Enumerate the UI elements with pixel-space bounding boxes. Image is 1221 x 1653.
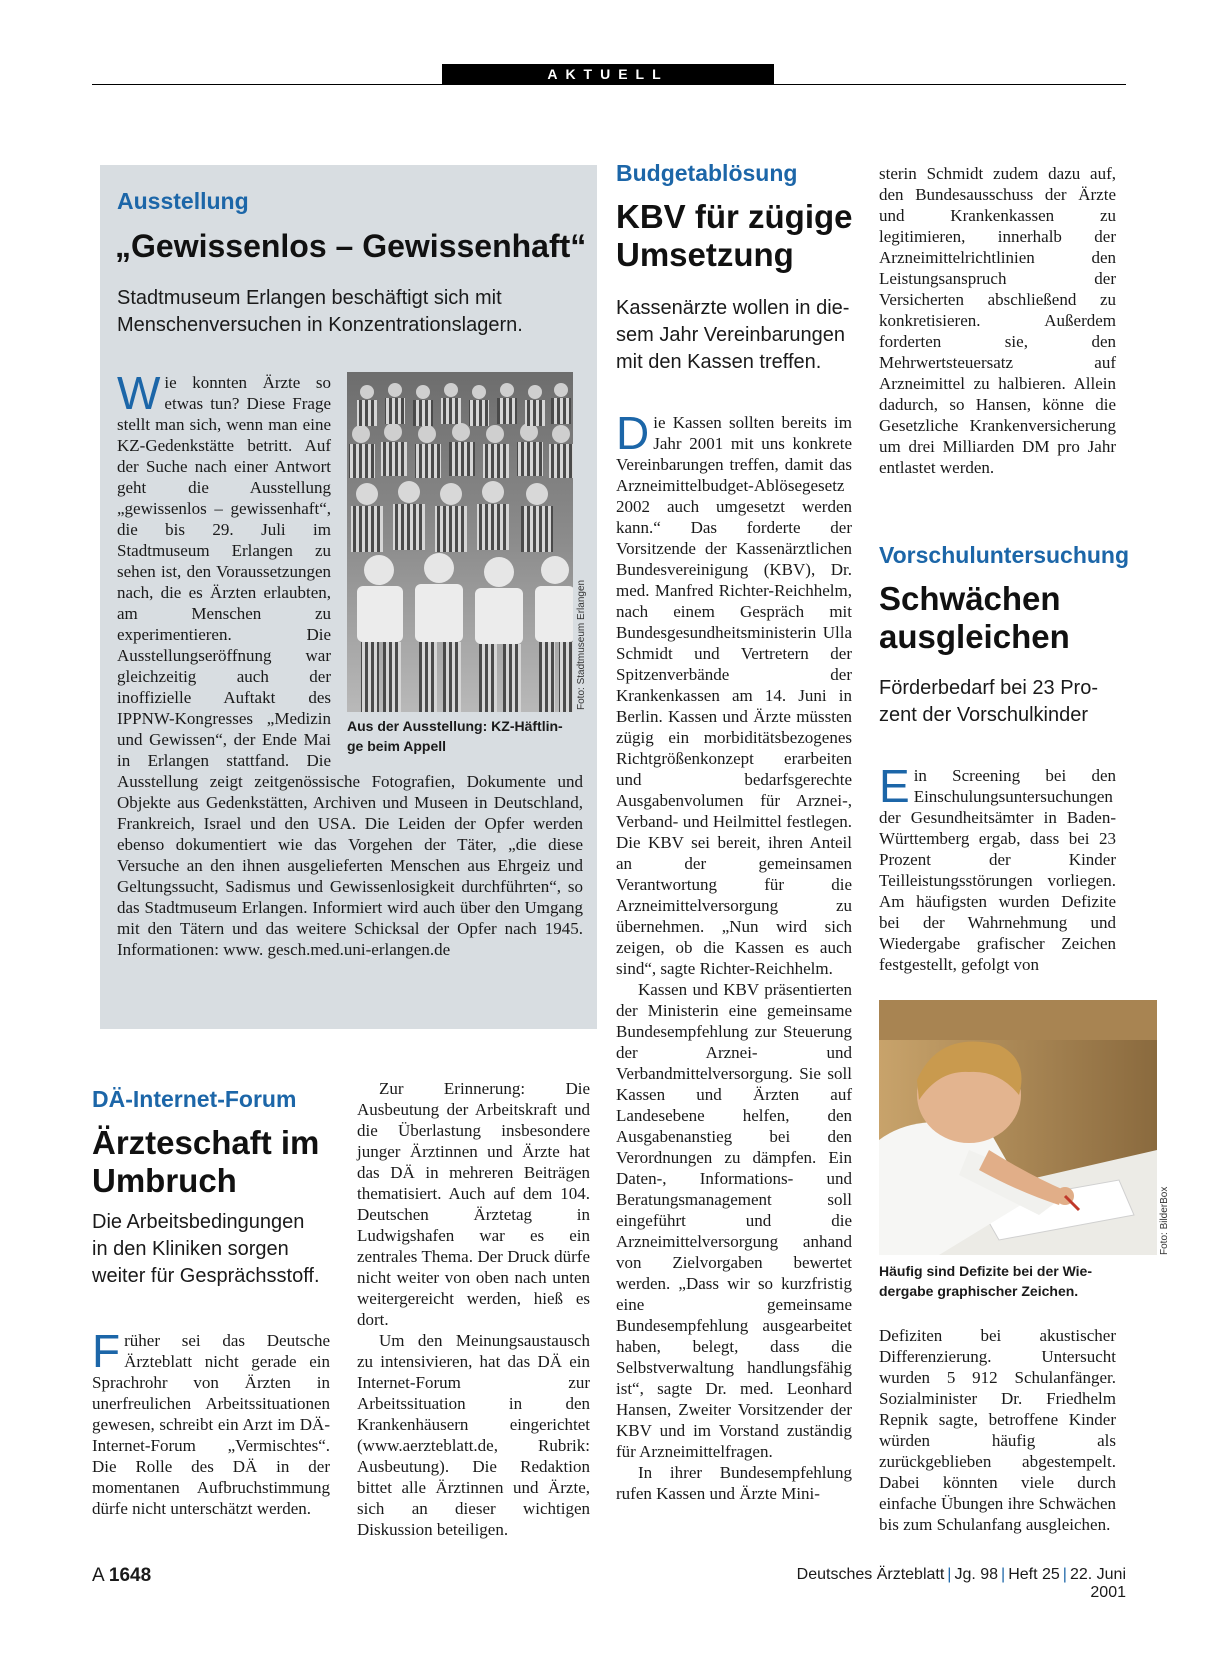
article1-kicker: Ausstellung xyxy=(117,188,249,214)
article3-headline-line: Umbruch xyxy=(92,1162,237,1199)
article4-caption-line: dergabe graphischer Zeichen. xyxy=(879,1283,1079,1299)
article4-kicker: Vorschuluntersuchung xyxy=(879,542,1130,568)
article2-p3: In ihrer Bundesempfehlung rufen Kassen und Ärzte Mini- xyxy=(616,1463,852,1503)
article4-photo-caption xyxy=(879,1261,1092,1301)
journal-volume: Jg. 98 xyxy=(954,1566,999,1583)
article4-deck-line: zent der Vorschulkinder xyxy=(879,704,1089,726)
article1-caption-line: ge beim Appell xyxy=(347,738,447,754)
article2-dropcap: D xyxy=(616,407,650,459)
article4-photo-credit: Foto: BilderBox xyxy=(1159,1186,1170,1255)
separator: | xyxy=(1062,1566,1067,1583)
prisoners-roll-call-photo xyxy=(347,372,573,712)
journal-info xyxy=(760,1566,1126,1602)
article2-body-col1 xyxy=(616,407,852,1504)
article4-p2: Defiziten bei akustischer Differenzierung. Untersucht wurden 5 912 Schulanfänger. Sozialminister Dr. Friedhelm Repnik sagte, betroffene Kinder würden häufig als zurückgeblieben abgestempelt. Dabei könnten viele durch einfache Übungen ihre Schwächen bis zum Schulanfang ausgleichen. xyxy=(879,1326,1116,1534)
article2-p2: Kassen und KBV präsentierten der Ministerin eine gemeinsame Bundesempfehlung zur Steuerung der Arznei- und Verbandmittelversorgung. Sie soll Kassen und Ärzten auf Landesebene helfen, den Ausgabenanstieg bei den Verordnungen zu dämpfen. Ein Daten-, Informations- und Beratungsmanagement soll eingeführt und die Arzneimittelversorgung anhand von Zielvorgaben bewertet werden. „Dass wir so kurzfristig eine gemeinsame Bundesempfehlung ausgearbeitet haben, belegt, dass die Selbstverwaltung handlungsfähig ist“, sagte Dr. med. Leonhard Hansen, Zweiter Vorsitzender der KBV und im Vorstand zuständig für Arzneimittelfragen. xyxy=(616,980,852,1461)
separator: | xyxy=(947,1566,952,1583)
article4-dropcap: E xyxy=(879,765,910,812)
article4-photo xyxy=(879,1000,1157,1255)
article2-p4: sterin Schmidt zudem dazu auf, den Bundesausschuss der Ärzte und Krankenkassen zu legitimieren, innerhalb der Arzneimittelrichtlinien den Leistungsanspruch der Versicherten abschließend zu konkretisieren. Außerdem forderten sie, den Mehrwertsteuersatz auf Arzneimittel zu halbieren. Allein dadurch, so Hansen, könne die Gesetzliche Krankenversicherung um drei Milliarden DM pro Jahr entlastet werden. xyxy=(879,164,1116,477)
article2-deck-line: mit den Kassen treffen. xyxy=(616,351,822,373)
article3-deck xyxy=(92,1209,320,1290)
article1-photo-credit: Foto: Stadtmuseum Erlangen xyxy=(576,579,587,710)
article2-headline-line: KBV für zügige xyxy=(616,198,853,235)
article3-kicker: DÄ-Internet-Forum xyxy=(92,1086,297,1112)
article1-headline: „Gewissenlos – Gewissenhaft“ xyxy=(115,228,587,264)
separator: | xyxy=(1001,1566,1006,1583)
article4-deck-line: Förderbedarf bei 23 Pro- xyxy=(879,677,1099,699)
article4-headline-line: Schwächen xyxy=(879,580,1061,617)
article3-deck-line: Die Arbeitsbedingungen xyxy=(92,1211,305,1233)
article3-headline xyxy=(92,1124,319,1200)
article4-headline-line: ausgleichen xyxy=(879,618,1070,655)
article4-body-col2 xyxy=(879,1325,1116,1535)
article4-caption-line: Häufig sind Defizite bei der Wie- xyxy=(879,1263,1093,1279)
article3-dropcap: F xyxy=(92,1325,121,1377)
journal-name: Deutsches Ärzteblatt xyxy=(796,1566,945,1583)
article4-body-col1 xyxy=(879,765,1116,975)
journal-date: 22. Juni 2001 xyxy=(1069,1566,1126,1601)
article2-deck xyxy=(616,295,849,376)
page-number-value: 1648 xyxy=(108,1565,152,1586)
article1-deck-line: Stadtmuseum Erlangen beschäftigt sich mit xyxy=(117,287,502,309)
article2-deck-line: sem Jahr Vereinbarungen xyxy=(616,324,846,346)
article4-p1: in Screening bei den Einschulungsuntersuchungen der Gesundheitsämter in Baden-Württemberg ergab, dass bei 23 Prozent der Kinder Teilleistungsstörungen vorliegen. Am häufigsten wurden Defizite bei der Wahrnehmung und Wiedergabe grafischer Zeichen festgestellt, gefolgt von xyxy=(879,766,1116,974)
article1-photo-caption xyxy=(347,716,563,756)
article1-deck xyxy=(117,285,523,339)
article3-body-col2 xyxy=(357,1078,590,1540)
article4-headline xyxy=(879,580,1070,656)
article2-kicker: Budgetablösung xyxy=(616,160,798,186)
article4-deck xyxy=(879,675,1098,729)
article2-p1: ie Kassen sollten bereits im Jahr 2001 mit uns konkrete Vereinbarungen treffen, damit das Arzneimittelbudget-Ablösegesetz 2002 auch umgesetzt werden kann.“ Das forderte der Vorsitzende der Kassenärztlichen Bundesvereinigung (KBV), Dr. med. Manfred Richter-Reichhelm, nach einem Gespräch mit Bundesgesundheitsministerin Ulla Schmidt und Vertretern der Spitzenverbände der Krankenkassen am 14. Juni in Berlin. Kassen und Ärzte müssten zügig ein morbiditätsbezogenes Richtgrößenkonzept erarbeiten und bedarfsgerechte Ausgabenvolumen für Arznei-, Verband- und Heilmittel festlegen. Die KBV sei bereit, ihren Anteil an der gemeinsamen Verantwortung für die Arzneimittelversorgung zu übernehmen. „Nun wird sich zeigen, ob die Kassen es auch sind“, sagte Richter-Reichhelm. xyxy=(616,413,852,978)
article3-headline-line: Ärzteschaft im xyxy=(92,1124,320,1161)
article1-dropcap: W xyxy=(117,367,161,419)
article3-deck-line: in den Kliniken sorgen xyxy=(92,1238,289,1260)
section-label: AKTUELL xyxy=(442,64,774,85)
article3-body-col1 xyxy=(92,1325,330,1519)
article3-p2: Zur Erinnerung: Die Ausbeutung der Arbeitskraft und die Überlastung insbesondere junger Ärztinnen und Ärzte hat das DÄ in mehreren Beiträgen thematisiert. Auch auf dem 104. Deutschen Ärztetag in Ludwigshafen war es ein zentrales Thema. Der Druck dürfe nicht weiter von oben nach unten weitergereicht werden, hieß es dort. xyxy=(357,1079,590,1329)
article1-photo xyxy=(347,372,573,712)
article2-headline-line: Umsetzung xyxy=(616,236,794,273)
child-drawing-photo xyxy=(879,1000,1157,1255)
article1-deck-line: Menschenversuchen in Konzentrationslagern. xyxy=(117,314,523,336)
article1-body-text: ie konnten Ärzte so etwas tun? Diese Frage stellt man sich, wenn man eine KZ-Gedenkstätte betritt. Auf der Suche nach einer Antwort geht die Ausstellung „gewissenlos – gewissenhaft“, die bis 29. Juli im Stadtmuseum Erlangen zu sehen ist, den Voraussetzungen nach, die es Ärzten erlaubten, am Menschen zu experimentieren. Die Ausstellungseröffnung war gleichzeitig auch der inoffizielle Auftakt des IPPNW-Kongresses „Medizin und Gewissen“, der Ende Mai in Erlangen stattfand. Die Ausstellung zeigt zeitgenössische Fotografien, Dokumente und Objekte aus Gedenkstätten, Archiven und Museen in Deutschland, Frankreich, Israel und den USA. Die Leiden der Opfer werden ebenso dokumentiert wie das Vorgehen der Täter, „die diese Versuche an den ihnen ausgelieferten Menschen aus Ehrgeiz und Geltungssucht, Sadismus und Gewissenlosigkeit durchführten“, so das Stadtmuseum Erlangen. Informiert wird auch über den Umgang mit den Tätern und das weitere Schicksal der Opfer nach 1945. Informationen: www. gesch.med.uni-erlangen.de xyxy=(117,373,583,959)
journal-issue: Heft 25 xyxy=(1008,1566,1060,1583)
article3-p3: Um den Meinungsaustausch zu intensivieren, hat das DÄ ein Internet-Forum zur Arbeitssituation in den Krankenhäusern eingerichtet (www.aerzteblatt.de, Rubrik: Ausbeutung). Die Redaktion bittet alle Ärztinnen und Ärzte, sich an dieser wichtigen Diskussion beteiligen. xyxy=(357,1331,590,1539)
page-prefix: A xyxy=(92,1565,104,1586)
article3-deck-line: weiter für Gesprächsstoff. xyxy=(92,1265,320,1287)
article2-body-col2 xyxy=(879,163,1116,478)
article2-headline xyxy=(616,198,853,274)
article2-deck-line: Kassenärzte wollen in die- xyxy=(616,297,850,319)
article3-p1: rüher sei das Deutsche Ärzteblatt nicht gerade ein Sprachrohr von Ärzten in unerfreulichen Arbeitssituationen gewesen, schreibt ein Arzt im DÄ-Internet-Forum „Vermischtes“. Die Rolle des DÄ in der momentanen Aufbruchstimmung dürfe nicht unterschätzt werden. xyxy=(92,1331,330,1518)
article1-caption-line: Aus der Ausstellung: KZ-Häftlin- xyxy=(347,718,563,734)
page-number xyxy=(92,1565,151,1587)
